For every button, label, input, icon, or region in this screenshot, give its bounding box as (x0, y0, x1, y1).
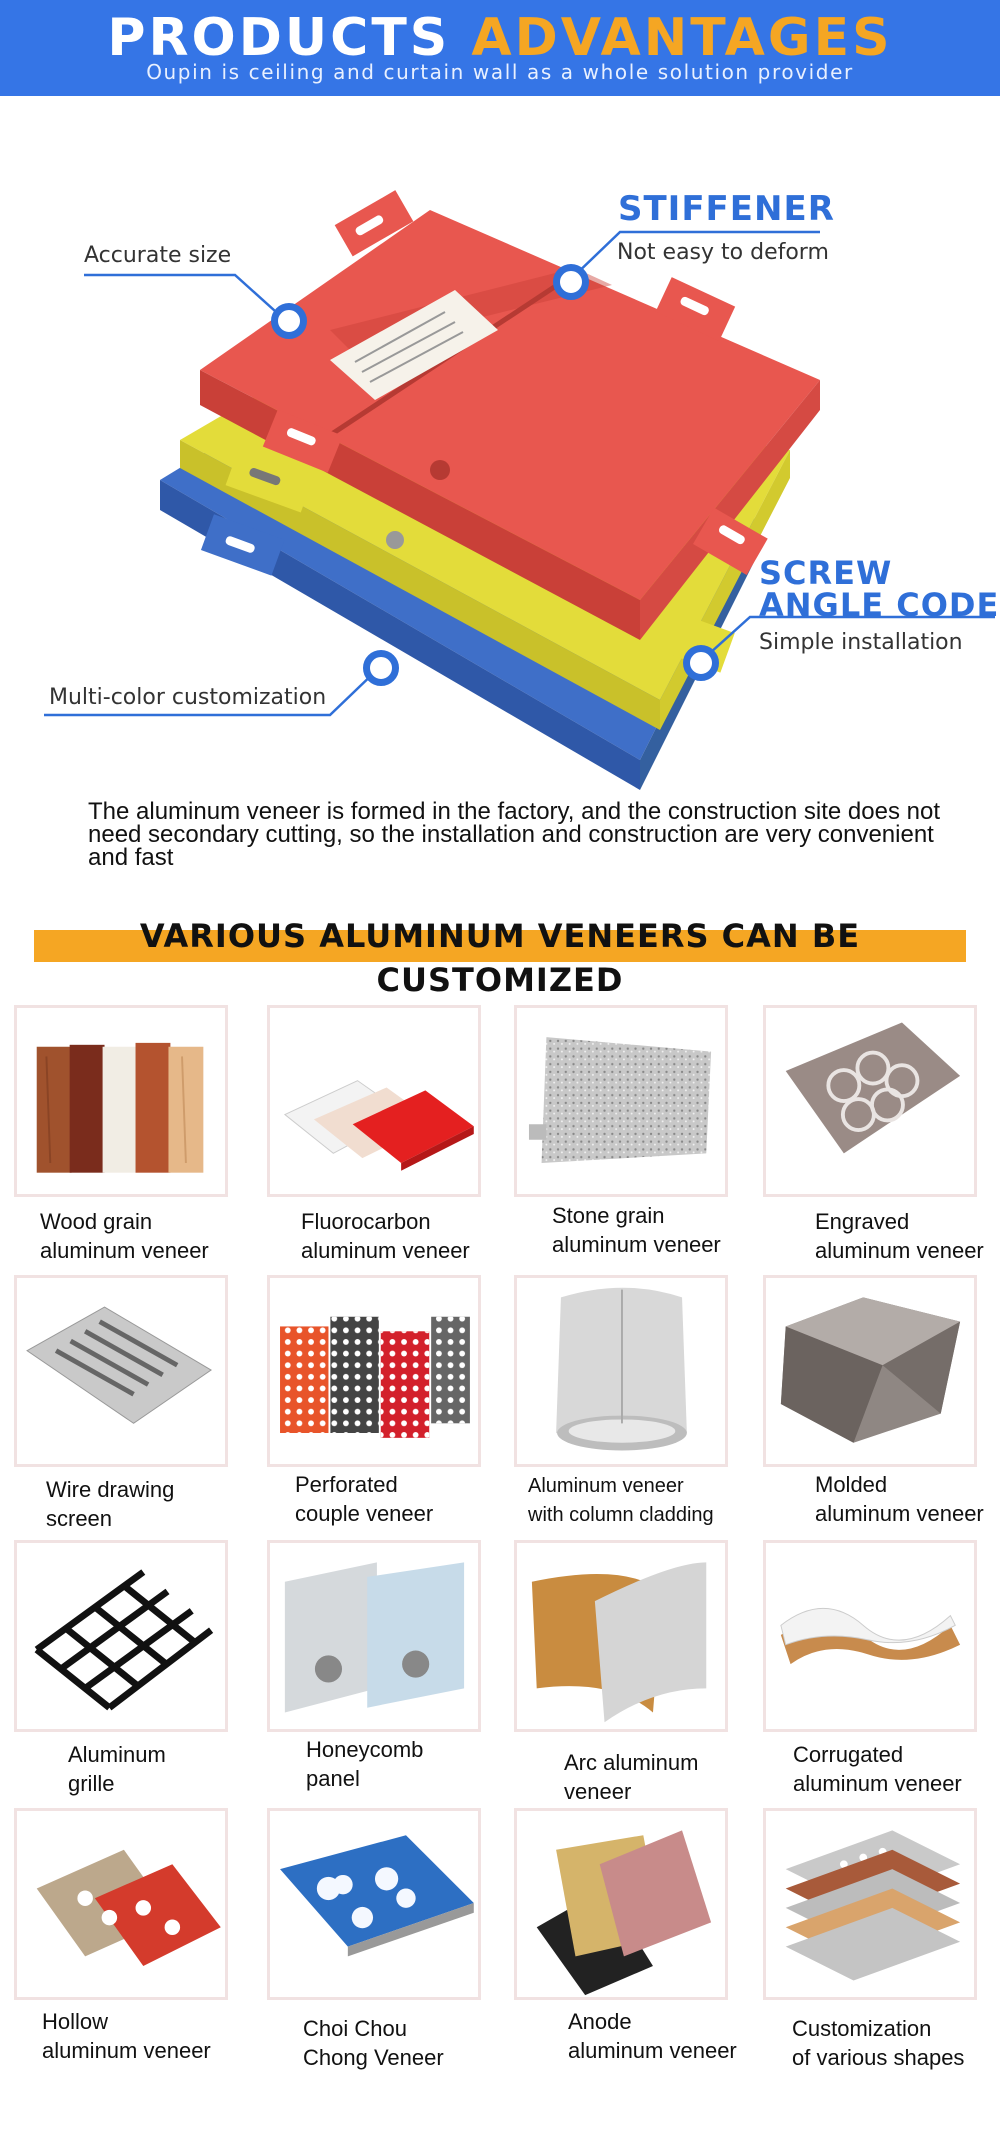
product-image-corrugated (763, 1540, 977, 1732)
callout-accurate-size: Accurate size (84, 243, 232, 268)
product-label: Anode aluminum veneer (568, 2009, 737, 2063)
product-label: Arc aluminum veneer (564, 1750, 699, 1804)
product-image-grille (14, 1540, 228, 1732)
page-subtitle: Oupin is ceiling and curtain wall as a whole solution provider (146, 60, 854, 84)
callout-dot-multicolor (363, 650, 399, 686)
callout-screw-title-2: ANGLE CODE (759, 586, 1000, 624)
section-title: VARIOUS ALUMINUM VENEERS CAN BE CUSTOMIZED (139, 917, 861, 999)
product-label: Choi Chou Chong Veneer (303, 2016, 444, 2070)
callout-stiffener-desc: Not easy to deform (617, 240, 829, 265)
product-image-stacked-shapes (763, 1808, 977, 2000)
product-label: Engraved aluminum veneer (815, 1209, 984, 1263)
callout-dot-stiffener (553, 264, 589, 300)
product-image-perforated (267, 1275, 481, 1467)
title-part-advantages: ADVANTAGES (471, 8, 893, 68)
product-label: Stone grain aluminum veneer (552, 1203, 721, 1257)
product-label: Hollow aluminum veneer (42, 2009, 211, 2063)
product-image-arc (514, 1540, 728, 1732)
product-label: Aluminum veneer with column cladding (528, 1475, 714, 1526)
product-label: Honeycomb panel (306, 1737, 424, 1791)
product-label: Molded aluminum veneer (815, 1472, 984, 1526)
title-part-products: PRODUCTS (107, 8, 451, 68)
product-image-hollow (14, 1808, 228, 2000)
product-image-fluorocarbon (267, 1005, 481, 1197)
product-image-column-cladding (514, 1275, 728, 1467)
product-image-wood-grain (14, 1005, 228, 1197)
callout-stiffener-title: STIFFENER (618, 189, 835, 229)
callout-dot-accurate-size (271, 303, 307, 339)
product-label: Corrugated aluminum veneer (793, 1742, 962, 1796)
product-image-sky-print (267, 1808, 481, 2000)
callout-multicolor: Multi-color customization (49, 685, 327, 710)
product-label: Customization of various shapes (792, 2016, 965, 2070)
callout-screw-title-1: SCREW (759, 554, 893, 592)
product-label: Wire drawing screen (46, 1477, 175, 1531)
description-text: The aluminum veneer is formed in the factory, and the construction site does not need secondary cutting, so the installation and construction are very convenient and fast (88, 798, 940, 871)
product-image-molded (763, 1275, 977, 1467)
product-label: Wood grain aluminum veneer (40, 1209, 209, 1263)
product-image-honeycomb (267, 1540, 481, 1732)
product-image-stone-grain (514, 1005, 728, 1197)
product-image-engraved (763, 1005, 977, 1197)
callout-screw-desc: Simple installation (759, 630, 963, 655)
product-image-wire-drawing (14, 1275, 228, 1467)
product-image-anode (514, 1808, 728, 2000)
product-label: Aluminum grille (68, 1742, 166, 1796)
product-label: Fluorocarbon aluminum veneer (301, 1209, 470, 1263)
callout-dot-screw (683, 645, 719, 681)
product-label: Perforated couple veneer (295, 1472, 434, 1526)
